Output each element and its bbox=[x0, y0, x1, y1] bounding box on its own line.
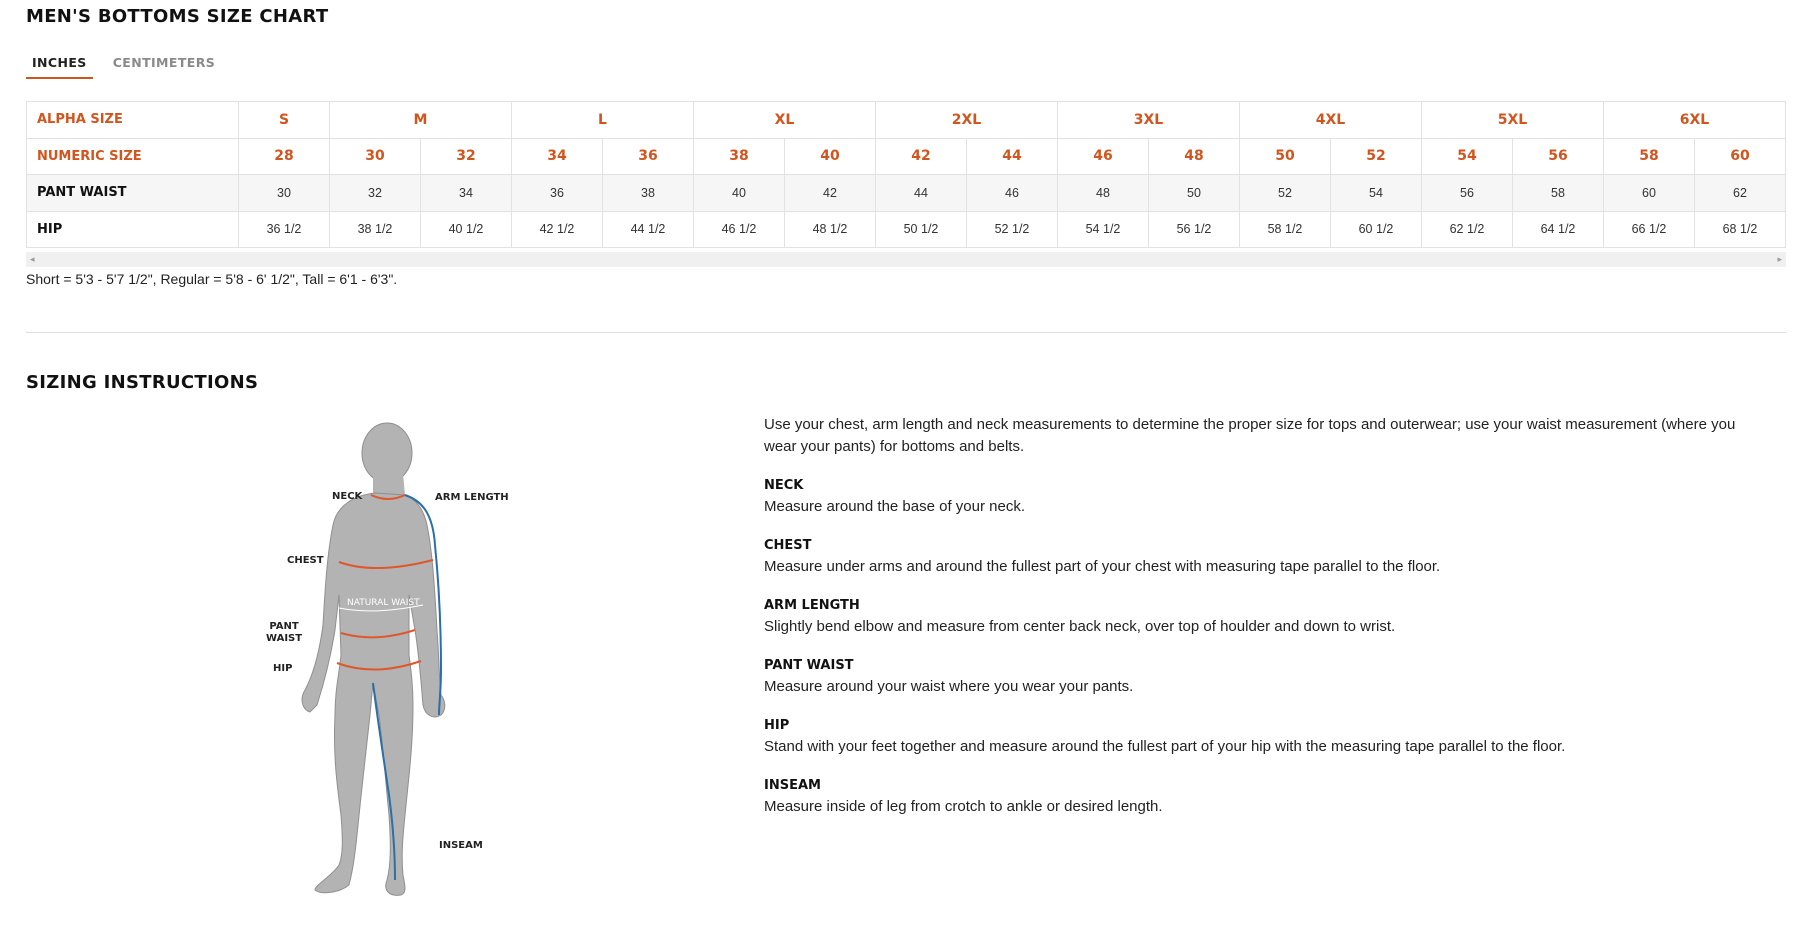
body-measurement-figure bbox=[255, 415, 525, 920]
table-cell: 48 bbox=[1058, 175, 1149, 212]
table-cell: 50 1/2 bbox=[876, 211, 967, 248]
table-cell: 54 bbox=[1331, 175, 1422, 212]
instruction-title: HIP bbox=[764, 718, 790, 733]
table-cell: 54 bbox=[1422, 138, 1513, 175]
row-header: PANT WAIST bbox=[27, 175, 239, 212]
instruction-title: CHEST bbox=[764, 538, 812, 553]
instruction-title: ARM LENGTH bbox=[764, 598, 860, 613]
unit-tabs bbox=[26, 55, 221, 79]
table-cell: S bbox=[239, 102, 330, 139]
table-row bbox=[27, 138, 1786, 175]
figure-label-inseam: INSEAM bbox=[439, 840, 483, 851]
instruction-text: Measure around the base of your neck. bbox=[764, 498, 1025, 515]
table-cell: 42 1/2 bbox=[512, 211, 603, 248]
table-cell: 60 bbox=[1695, 138, 1786, 175]
row-header: ALPHA SIZE bbox=[27, 102, 239, 139]
table-cell: 56 bbox=[1513, 138, 1604, 175]
size-table-container bbox=[26, 101, 1786, 248]
table-cell: 3XL bbox=[1058, 102, 1240, 139]
table-cell: 58 1/2 bbox=[1240, 211, 1331, 248]
figure-label-chest: CHEST bbox=[287, 555, 324, 566]
table-cell: 54 1/2 bbox=[1058, 211, 1149, 248]
table-cell: L bbox=[512, 102, 694, 139]
body-silhouette-icon bbox=[255, 415, 525, 920]
table-cell: 60 1/2 bbox=[1331, 211, 1422, 248]
table-cell: XL bbox=[694, 102, 876, 139]
table-row bbox=[27, 211, 1786, 248]
table-cell: 48 bbox=[1149, 138, 1240, 175]
table-cell: 36 bbox=[603, 138, 694, 175]
instruction-chest bbox=[764, 536, 1764, 577]
instruction-text: Measure under arms and around the fullest part of your chest with measuring tape parallel to the floor. bbox=[764, 558, 1441, 575]
section-divider bbox=[26, 332, 1786, 333]
table-cell: 32 bbox=[330, 175, 421, 212]
table-cell: 52 bbox=[1331, 138, 1422, 175]
instruction-text: Measure inside of leg from crotch to ankle or desired length. bbox=[764, 798, 1163, 815]
table-cell: 5XL bbox=[1422, 102, 1604, 139]
table-cell: 28 bbox=[239, 138, 330, 175]
tab-centimeters[interactable]: CENTIMETERS bbox=[112, 55, 216, 70]
table-cell: 46 bbox=[1058, 138, 1149, 175]
table-cell: 30 bbox=[239, 175, 330, 212]
table-scrollbar[interactable] bbox=[26, 252, 1786, 267]
scroll-left-icon[interactable]: ◂ bbox=[30, 254, 35, 264]
table-cell: 64 1/2 bbox=[1513, 211, 1604, 248]
table-cell: 6XL bbox=[1604, 102, 1786, 139]
table-cell: 36 1/2 bbox=[239, 211, 330, 248]
row-header: NUMERIC SIZE bbox=[27, 138, 239, 175]
instruction-text: Measure around your waist where you wear your pants. bbox=[764, 678, 1134, 695]
table-cell: 38 bbox=[603, 175, 694, 212]
table-row bbox=[27, 175, 1786, 212]
table-cell: M bbox=[330, 102, 512, 139]
table-cell: 40 1/2 bbox=[421, 211, 512, 248]
table-cell: 44 1/2 bbox=[603, 211, 694, 248]
table-cell: 38 bbox=[694, 138, 785, 175]
table-cell: 30 bbox=[330, 138, 421, 175]
table-cell: 60 bbox=[1604, 175, 1695, 212]
table-cell: 32 bbox=[421, 138, 512, 175]
table-cell: 4XL bbox=[1240, 102, 1422, 139]
table-cell: 48 1/2 bbox=[785, 211, 876, 248]
instruction-text: Slightly bend elbow and measure from center back neck, over top of houlder and down to wrist. bbox=[764, 618, 1396, 635]
table-row bbox=[27, 102, 1786, 139]
table-cell: 40 bbox=[785, 138, 876, 175]
table-cell: 62 bbox=[1695, 175, 1786, 212]
instruction-title: INSEAM bbox=[764, 778, 821, 793]
table-cell: 2XL bbox=[876, 102, 1058, 139]
table-cell: 50 bbox=[1149, 175, 1240, 212]
table-cell: 50 bbox=[1240, 138, 1331, 175]
table-cell: 40 bbox=[694, 175, 785, 212]
instructions-panel bbox=[764, 414, 1764, 836]
figure-label-hip: HIP bbox=[273, 663, 293, 674]
figure-label-arm-length: ARM LENGTH bbox=[435, 492, 509, 503]
table-cell: 42 bbox=[876, 138, 967, 175]
table-cell: 44 bbox=[876, 175, 967, 212]
table-cell: 38 1/2 bbox=[330, 211, 421, 248]
size-table bbox=[26, 101, 1786, 248]
page-title: MEN'S BOTTOMS SIZE CHART bbox=[26, 6, 329, 27]
figure-label-neck: NECK bbox=[332, 491, 363, 502]
instruction-text: Stand with your feet together and measure around the fullest part of your hip with the measuring tape parallel to the floor. bbox=[764, 738, 1566, 755]
table-cell: 46 bbox=[967, 175, 1058, 212]
table-cell: 66 1/2 bbox=[1604, 211, 1695, 248]
figure-label-pant-waist bbox=[266, 621, 302, 645]
instruction-hip bbox=[764, 716, 1764, 757]
table-cell: 56 bbox=[1422, 175, 1513, 212]
height-note: Short = 5'3 - 5'7 1/2", Regular = 5'8 - 6' 1/2", Tall = 6'1 - 6'3". bbox=[26, 271, 398, 287]
row-header: HIP bbox=[27, 211, 239, 248]
instruction-arm-length bbox=[764, 596, 1764, 637]
table-cell: 58 bbox=[1513, 175, 1604, 212]
table-cell: 62 1/2 bbox=[1422, 211, 1513, 248]
instruction-pant-waist bbox=[764, 656, 1764, 697]
table-cell: 36 bbox=[512, 175, 603, 212]
table-cell: 56 1/2 bbox=[1149, 211, 1240, 248]
table-cell: 34 bbox=[512, 138, 603, 175]
figure-label-natural-waist: NATURAL WAIST bbox=[347, 598, 420, 608]
instruction-inseam bbox=[764, 776, 1764, 817]
scroll-right-icon[interactable]: ▸ bbox=[1777, 254, 1782, 264]
table-cell: 46 1/2 bbox=[694, 211, 785, 248]
table-cell: 68 1/2 bbox=[1695, 211, 1786, 248]
figure-label-pant: PANT bbox=[269, 621, 299, 632]
table-cell: 42 bbox=[785, 175, 876, 212]
figure-label-waist: WAIST bbox=[266, 633, 303, 644]
instruction-neck bbox=[764, 476, 1764, 517]
instruction-title: PANT WAIST bbox=[764, 658, 854, 673]
instructions-intro: Use your chest, arm length and neck measurements to determine the proper size for tops and outerwear; use your waist measurement (where you wear your pants) for bottoms and belts. bbox=[764, 416, 1736, 455]
sizing-instructions-title: SIZING INSTRUCTIONS bbox=[26, 372, 259, 393]
instruction-title: NECK bbox=[764, 478, 804, 493]
table-cell: 58 bbox=[1604, 138, 1695, 175]
table-cell: 34 bbox=[421, 175, 512, 212]
tab-inches[interactable]: INCHES bbox=[26, 55, 93, 79]
table-cell: 52 1/2 bbox=[967, 211, 1058, 248]
table-cell: 52 bbox=[1240, 175, 1331, 212]
table-cell: 44 bbox=[967, 138, 1058, 175]
